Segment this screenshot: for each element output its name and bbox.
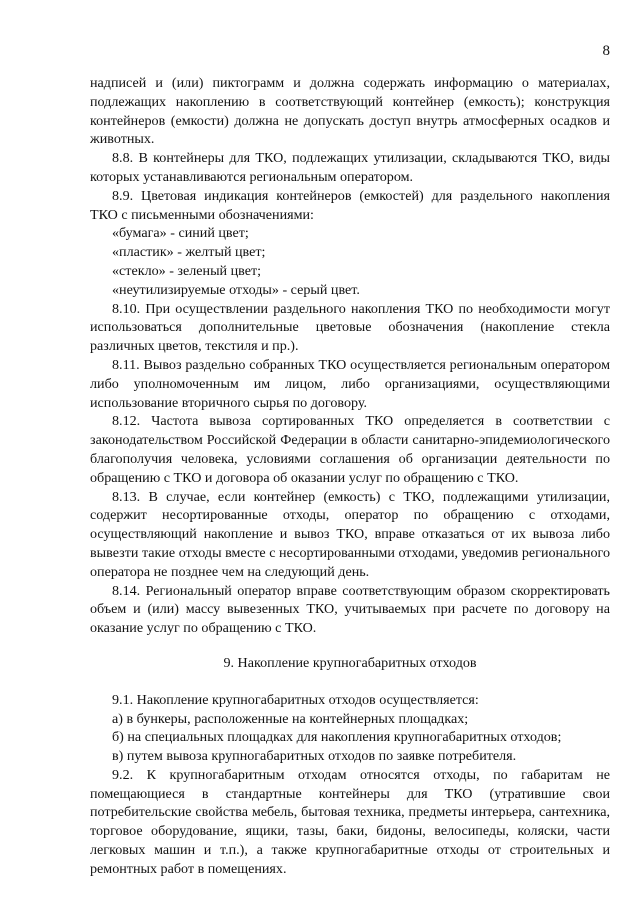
list-item: в) путем вывоза крупногабаритных отходов по заявке потребителя. xyxy=(112,748,517,765)
list-item: «стекло» - зеленый цвет; xyxy=(112,262,262,279)
document-body xyxy=(90,74,610,879)
list-item: а) в бункеры, расположенные на контейнерных площадках; xyxy=(112,710,469,727)
list-item: «пластик» - желтый цвет; xyxy=(112,244,266,261)
list-9-1 xyxy=(90,710,610,766)
page-number: 8 xyxy=(602,43,610,59)
paragraph-8-12: 8.12. Частота вывоза сортированных ТКО определяется в соответствии с законодательством Российской Федерации в области санитарно-эпидемиологического благополучия человека, условиями соглашения об организации деятельности по обращению с ТКО и договора об оказании услуг по обращению с ТКО. xyxy=(90,413,610,486)
section-title: 9. Накопление крупногабаритных отходов xyxy=(223,654,477,671)
paragraph-8-14: 8.14. Региональный оператор вправе соответствующим образом скорректировать объем и (или) массу вывезенных ТКО, учитываемых при расчете по договору на оказание услуг по обращению с ТКО. xyxy=(90,582,610,637)
paragraph-8-11: 8.11. Вывоз раздельно собранных ТКО осуществляется региональным оператором либо уполномоченным им лицом, либо организациями, осуществляющими использование вторичного сырья по договору. xyxy=(90,356,610,411)
list-item: б) на специальных площадках для накопления крупногабаритных отходов; xyxy=(112,729,562,746)
paragraph-8-9: 8.9. Цветовая индикация контейнеров (емкостей) для раздельного накопления ТКО с письменными обозначениями: xyxy=(90,187,610,223)
list-item: «бумага» - синий цвет; xyxy=(112,225,249,242)
color-list xyxy=(90,224,610,299)
paragraph-continued: надписей и (или) пиктограмм и должна содержать информацию о материалах, подлежащих накоплению в соответствующий контейнер (емкость); конструкция контейнеров (емкости) должна не допускать доступ внутрь атмосферных осадков и животных. xyxy=(90,75,610,148)
paragraph-9-1: 9.1. Накопление крупногабаритных отходов осуществляется: xyxy=(112,691,479,708)
list-item: «неутилизируемые отходы» - серый цвет. xyxy=(112,281,360,298)
paragraph-8-13: 8.13. В случае, если контейнер (емкость) с ТКО, подлежащими утилизации, содержит несортированные отходы, оператор по обращению с отходами, осуществляющий накопление и вывоз ТКО, вправе отказаться от их вывоза либо вывезти такие отходы вместе с несортированными отходами, уведомив регионального оператора не позднее чем на следующий день. xyxy=(90,488,610,580)
paragraph-8-10: 8.10. При осуществлении раздельного накопления ТКО по необходимости могут использоваться дополнительные цветовые обозначения (накопление стекла различных цветов, текстиля и пр.). xyxy=(90,300,610,355)
paragraph-9-2: 9.2. К крупногабаритным отходам относятся отходы, по габаритам не помещающиеся в стандартные контейнеры для ТКО (утратившие свои потребительские свойства мебель, бытовая техника, предметы интерьера, сантехника, торговое оборудование, ящики, тазы, баки, бидоны, велосипеды, коляски, части легковых машин и т.п.), а также крупногабаритные отходы от строительных и ремонтных работ в помещениях. xyxy=(90,766,610,877)
paragraph-8-8: 8.8. В контейнеры для ТКО, подлежащих утилизации, складываются ТКО, виды которых устанавливаются региональным оператором. xyxy=(90,150,610,185)
